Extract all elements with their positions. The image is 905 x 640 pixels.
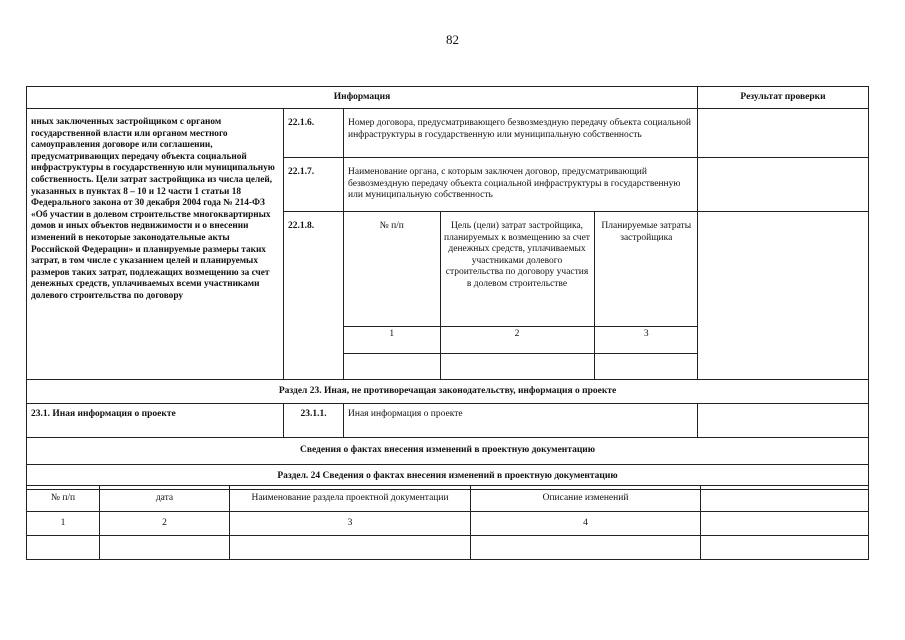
inner-header-num: № п/п bbox=[344, 212, 440, 326]
changes-table bbox=[26, 485, 869, 560]
changes-empty-2 bbox=[100, 536, 230, 560]
section-23-left: 23.1. Иная информация о проекте bbox=[27, 404, 284, 438]
text-23-1-1: Иная информация о проекте bbox=[344, 404, 698, 438]
inner-empty-3 bbox=[594, 353, 698, 379]
code-23-1-1: 23.1.1. bbox=[284, 404, 344, 438]
changes-header-empty bbox=[701, 486, 869, 512]
text-22-1-7: Наименование органа, с которым заключен договор, предусматривающий безвозмездную передачу объекта социальной инфраструктуры в государственную или муниципальную собственность bbox=[344, 158, 698, 212]
inner-empty-1 bbox=[344, 353, 440, 379]
changes-empty-1 bbox=[27, 536, 100, 560]
result-22-1-8 bbox=[698, 212, 869, 380]
section-24-heading: Сведения о фактах внесения изменений в проектную документацию bbox=[27, 438, 869, 465]
main-table bbox=[26, 86, 869, 490]
inner-table bbox=[344, 212, 698, 379]
left-description: иных заключенных застройщиком с органом государственной власти или органом местного самоуправления договоре или соглашении, предусматривающих передачу объекта социальной инфраструктуры в государственную или муниципальную собственность. Цели затрат застройщика из числа целей, указанных в пунктах 8 – 10 и 12 части 1 статьи 18 Федерального закона от 30 декабря 2004 года № 214-ФЗ «Об участии в долевом строительстве многоквартирных домов и иных объектов недвижимости и о внесении изменений в некоторые законодательные акты Российской Федерации» и планируемые размеры таких затрат, в том числе с указанием целей и планируемых размеров таких затрат, подлежащих возмещению за счет денежных средств, уплачиваемых всеми участниками долевого строительства по договору bbox=[27, 109, 284, 380]
code-22-1-8: 22.1.8. bbox=[284, 212, 344, 380]
header-result: Результат проверки bbox=[698, 87, 869, 109]
inner-num-3: 3 bbox=[594, 326, 698, 353]
result-22-1-7 bbox=[698, 158, 869, 212]
changes-header-section: Наименование раздела проектной документации bbox=[230, 486, 471, 512]
inner-header-goal: Цель (цели) затрат застройщика, планируемых к возмещению за счет денежных средств, уплачиваемых участниками долевого строительства по договору участия в долевом строительстве bbox=[440, 212, 594, 326]
changes-num-empty bbox=[701, 512, 869, 536]
changes-num-2: 2 bbox=[100, 512, 230, 536]
code-22-1-7: 22.1.7. bbox=[284, 158, 344, 212]
changes-empty-3 bbox=[230, 536, 471, 560]
inner-empty-2 bbox=[440, 353, 594, 379]
changes-header-date: дата bbox=[100, 486, 230, 512]
changes-empty-5 bbox=[701, 536, 869, 560]
inner-num-2: 2 bbox=[440, 326, 594, 353]
text-22-1-6: Номер договора, предусматривающего безвозмездную передачу объекта социальной инфраструктуры в государственную или муниципальную собственность bbox=[344, 109, 698, 158]
code-22-1-6: 22.1.6. bbox=[284, 109, 344, 158]
page-number: 82 bbox=[446, 32, 459, 47]
section-24-title: Раздел. 24 Сведения о фактах внесения изменений в проектную документацию bbox=[27, 465, 869, 490]
inner-table-cell bbox=[344, 212, 698, 380]
changes-header-num: № п/п bbox=[27, 486, 100, 512]
changes-num-1: 1 bbox=[27, 512, 100, 536]
changes-num-3: 3 bbox=[230, 512, 471, 536]
changes-empty-4 bbox=[471, 536, 701, 560]
header-info: Информация bbox=[27, 87, 698, 109]
changes-num-4: 4 bbox=[471, 512, 701, 536]
inner-num-1: 1 bbox=[344, 326, 440, 353]
section-23-title: Раздел 23. Иная, не противоречащая законодательству, информация о проекте bbox=[27, 380, 869, 404]
result-22-1-6 bbox=[698, 109, 869, 158]
result-23-1-1 bbox=[698, 404, 869, 438]
changes-header-description: Описание изменений bbox=[471, 486, 701, 512]
inner-header-costs: Планируемые затраты застройщика bbox=[594, 212, 698, 326]
